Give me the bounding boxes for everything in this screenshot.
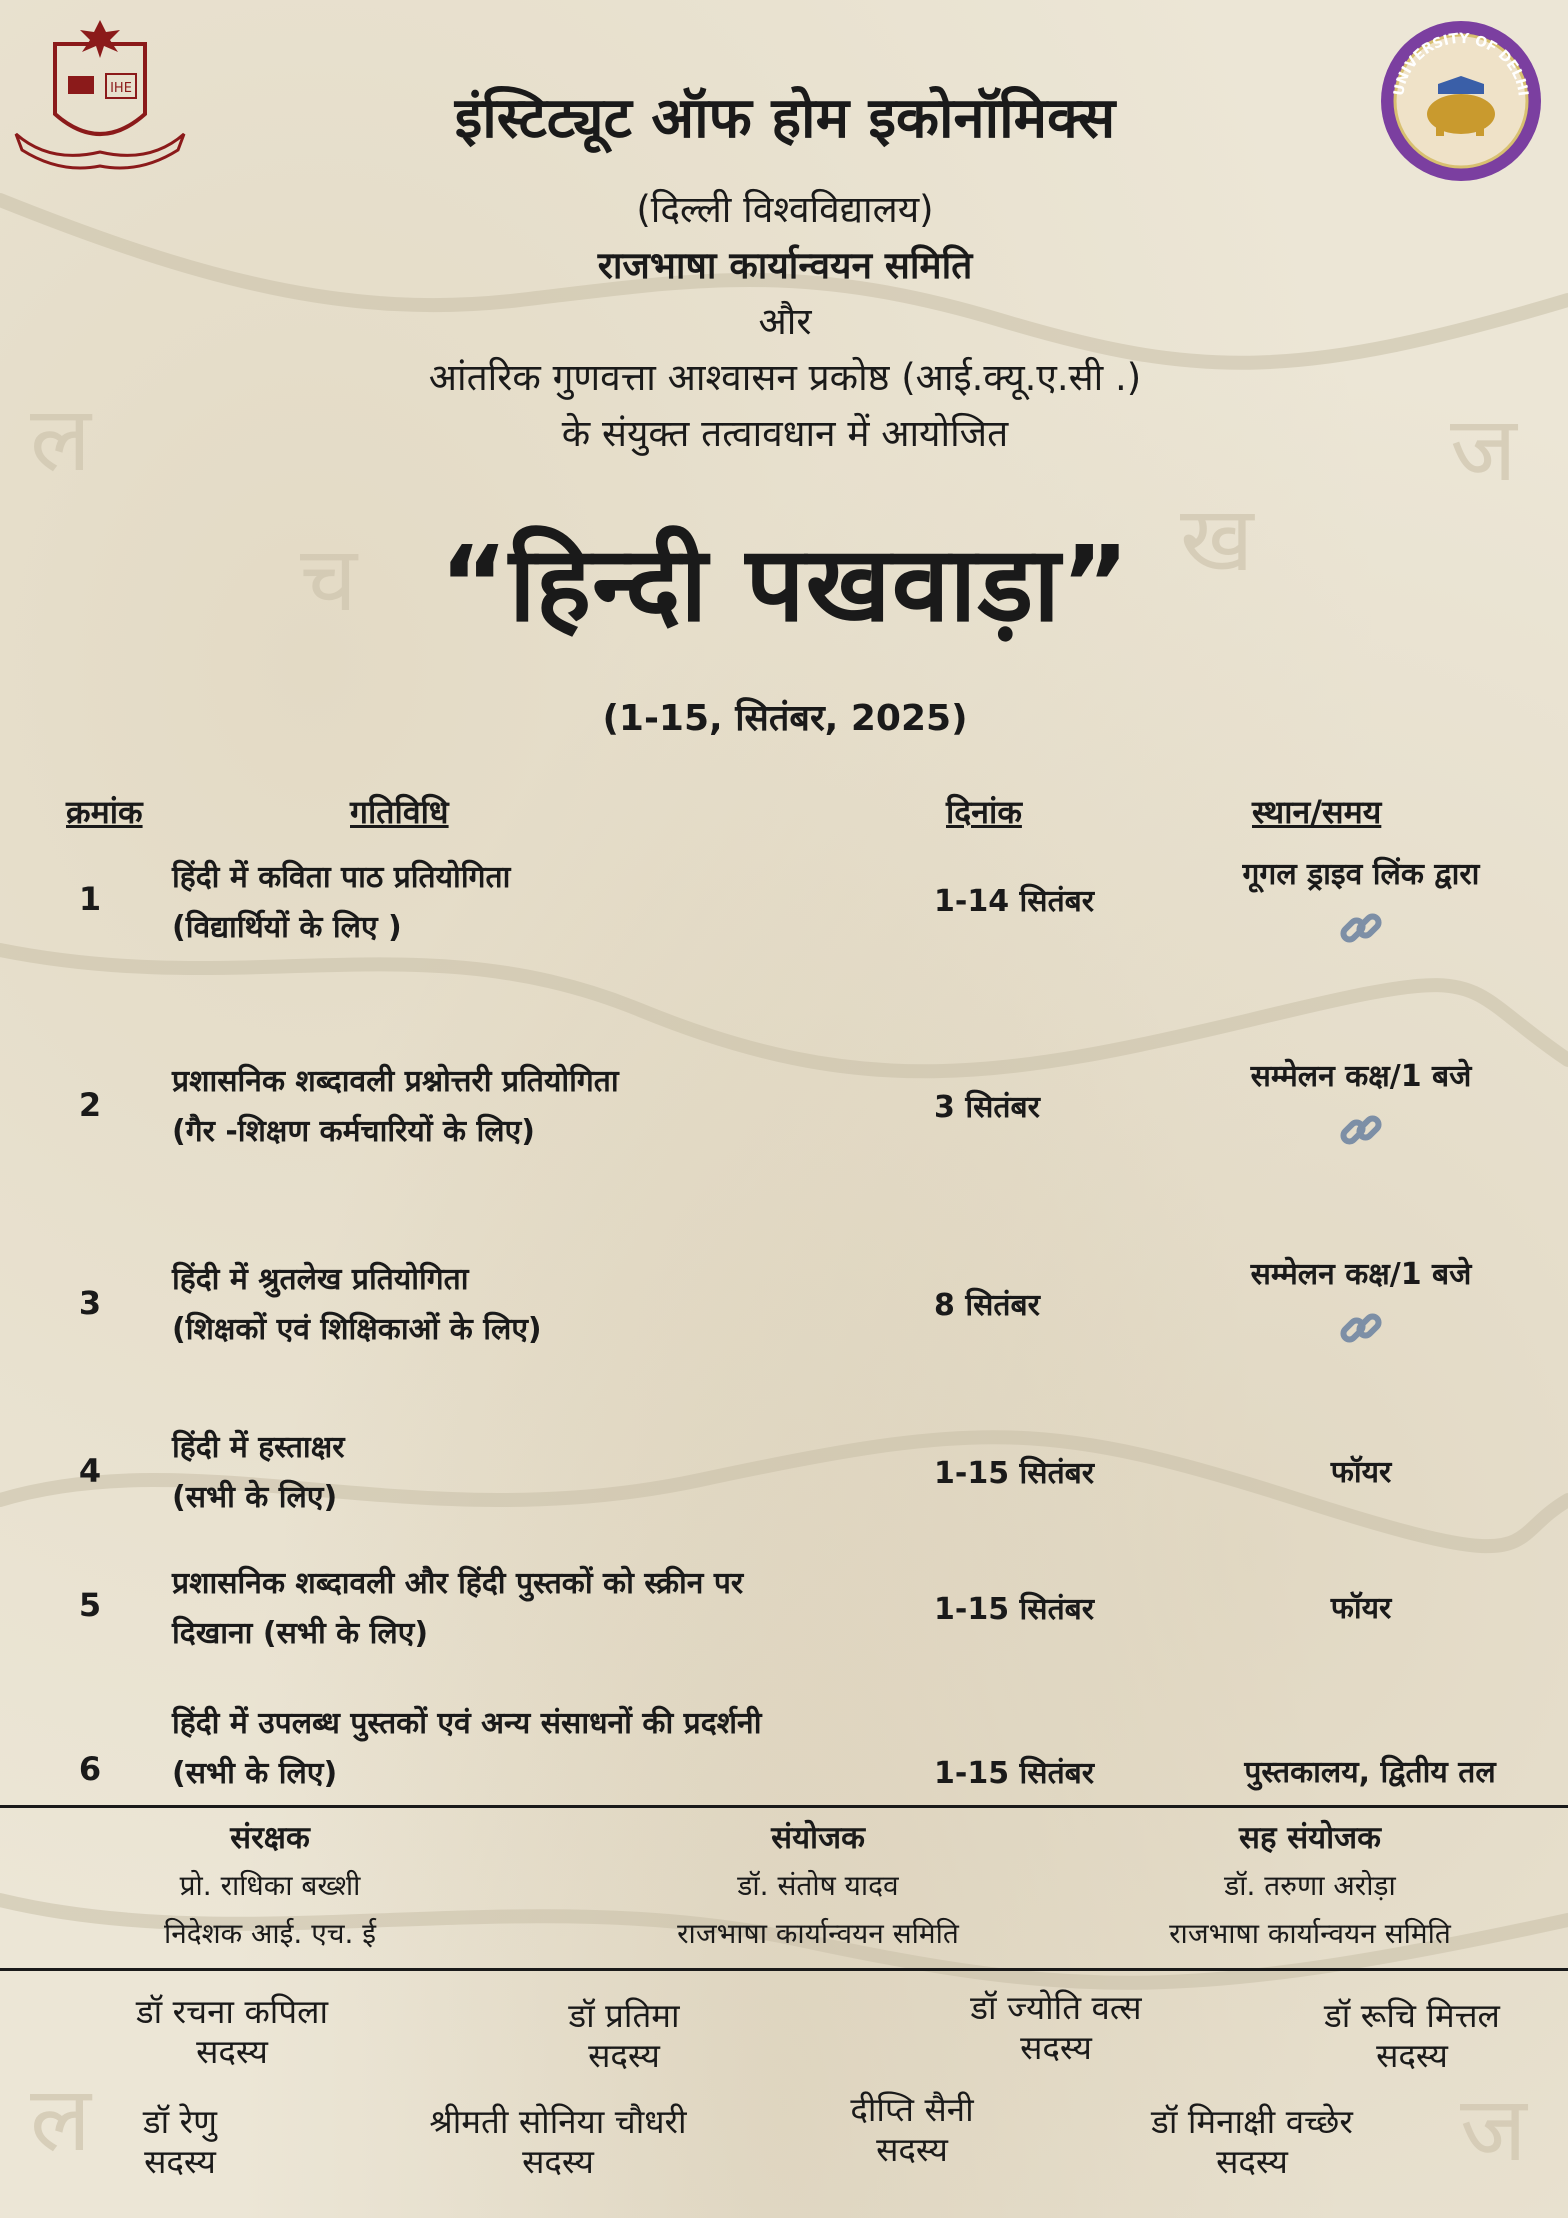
member-4-role: सदस्य	[1376, 2036, 1448, 2075]
member-4	[1232, 1996, 1568, 2076]
co-convener-role: राजभाषा कार्यान्वयन समिति	[1169, 1917, 1451, 1950]
header-serial: क्रमांक	[66, 793, 143, 831]
row-6-venue: पुस्तकालय, द्वितीय तल	[1244, 1755, 1496, 1790]
member-3-role: सदस्य	[1020, 2028, 1092, 2067]
member-6	[378, 2102, 738, 2182]
member-4-name: डॉ रूचि मित्तल	[1324, 1996, 1500, 2035]
row-6-serial: 6	[78, 1750, 102, 1788]
row-3-serial: 3	[78, 1284, 102, 1322]
row-2-link-icon[interactable]	[1336, 1106, 1386, 1156]
row-5-activity-line1: प्रशासनिक शब्दावली और हिंदी पुस्तकों को स्क्रीन पर	[172, 1566, 744, 1601]
row-1-activity-line1: हिंदी में कविता पाठ प्रतियोगिता	[172, 860, 511, 895]
row-4-venue: फॉयर	[1330, 1455, 1392, 1490]
row-3-date: 8 सितंबर	[934, 1288, 1040, 1323]
header-venue: स्थान/समय	[1252, 793, 1382, 831]
member-6-role: सदस्य	[522, 2142, 594, 2181]
institute-name: इंस्टिट्यूट ऑफ होम इकोनॉमिक्स	[454, 86, 1116, 151]
member-1	[52, 1992, 412, 2072]
row-4-activity-line1: हिंदी में हस्ताक्षर	[172, 1430, 345, 1465]
row-2-serial: 2	[78, 1086, 102, 1124]
row-1-link-icon[interactable]	[1336, 904, 1386, 954]
row-2-venue: सम्मेलन कक्ष/1 बजे	[1250, 1059, 1472, 1094]
row-4-serial: 4	[78, 1452, 102, 1490]
svg-text:ज: ज	[1450, 397, 1517, 502]
member-7-role: सदस्य	[876, 2130, 948, 2169]
divider-bottom	[0, 1968, 1568, 1971]
row-4-date: 1-15 सितंबर	[934, 1456, 1095, 1491]
svg-text:ज: ज	[1460, 2077, 1527, 2182]
member-3	[876, 1988, 1236, 2068]
ihe-logo	[10, 14, 190, 184]
joint-organised-text: के संयुक्त तत्वावधान में आयोजित	[561, 412, 1009, 455]
member-2	[444, 1996, 804, 2076]
svg-text:ल: ल	[30, 2067, 92, 2172]
divider-top	[0, 1805, 1568, 1808]
row-5-date: 1-15 सितंबर	[934, 1592, 1095, 1627]
member-2-role: सदस्य	[588, 2036, 660, 2075]
member-3-name: डॉ ज्योति वत्स	[970, 1988, 1142, 2027]
member-8-name: डॉ मिनाक्षी वच्छेर	[1151, 2102, 1353, 2141]
university-name: (दिल्ली विश्वविद्यालय)	[636, 188, 934, 231]
row-6-date: 1-15 सितंबर	[934, 1756, 1095, 1791]
row-1-date: 1-14 सितंबर	[934, 884, 1095, 919]
member-5-role: सदस्य	[144, 2142, 216, 2181]
svg-text:ख: ख	[1180, 487, 1254, 592]
iqac-name: आंतरिक गुणवत्ता आश्वासन प्रकोष्ठ (आई.क्यू.ए.सी .)	[428, 356, 1142, 399]
row-3-venue: सम्मेलन कक्ष/1 बजे	[1250, 1257, 1472, 1292]
row-3-link-icon[interactable]	[1336, 1304, 1386, 1354]
co-convener-name: डॉ. तरुणा अरोड़ा	[1224, 1869, 1396, 1902]
convener-name: डॉ. संतोष यादव	[737, 1869, 899, 1902]
patron-role: निदेशक आई. एच. ई	[163, 1917, 377, 1950]
svg-text:ल: ल	[30, 387, 92, 492]
row-2-date: 3 सितंबर	[934, 1090, 1040, 1125]
row-1-serial: 1	[78, 880, 102, 918]
row-5-activity-line2: दिखाना (सभी के लिए)	[172, 1616, 429, 1651]
row-6-activity-line1: हिंदी में उपलब्ध पुस्तकों एवं अन्य संसाधनों की प्रदर्शनी	[172, 1706, 762, 1741]
committee-name: राजभाषा कार्यान्वयन समिति	[597, 244, 973, 287]
row-1-activity-line2: (विद्यार्थियों के लिए )	[172, 910, 402, 945]
row-3-activity-line2: (शिक्षकों एवं शिक्षिकाओं के लिए)	[172, 1312, 542, 1347]
member-7-name: दीप्ति सैनी	[850, 2090, 974, 2129]
header-date: दिनांक	[946, 793, 1022, 831]
member-8-role: सदस्य	[1216, 2142, 1288, 2181]
row-3-activity-line1: हिंदी में श्रुतलेख प्रतियोगिता	[172, 1262, 469, 1297]
convener-role: राजभाषा कार्यान्वयन समिति	[677, 1917, 959, 1950]
event-title: “हिन्दी पखवाड़ा”	[439, 523, 1131, 645]
and-text: और	[758, 300, 812, 343]
logo-left-text: IHE	[110, 81, 132, 96]
header-activity: गतिविधि	[350, 793, 449, 831]
row-1-venue: गूगल ड्राइव लिंक द्वारा	[1242, 857, 1480, 892]
seal-text: UNIVERSITY OF DELHI	[1391, 30, 1531, 98]
event-dates: (1-15, सितंबर, 2025)	[602, 698, 968, 739]
member-1-role: सदस्य	[196, 2032, 268, 2071]
member-5	[0, 2102, 360, 2182]
patron-name: प्रो. राधिका बख्शी	[179, 1869, 361, 1902]
row-5-venue: फॉयर	[1330, 1591, 1392, 1626]
row-2-activity-line2: (गैर -शिक्षण कर्मचारियों के लिए)	[172, 1114, 535, 1149]
convener-title: संयोजक	[771, 1820, 865, 1856]
member-7	[732, 2090, 1092, 2170]
co-convener-title: सह संयोजक	[1239, 1820, 1381, 1856]
member-5-name: डॉ रेणु	[142, 2102, 218, 2141]
member-2-name: डॉ प्रतिमा	[568, 1996, 680, 2035]
row-2-activity-line1: प्रशासनिक शब्दावली प्रश्नोत्तरी प्रतियोगिता	[172, 1064, 619, 1099]
svg-text:च: च	[300, 527, 358, 632]
row-6-activity-line2: (सभी के लिए)	[172, 1756, 338, 1791]
member-8	[1072, 2102, 1432, 2182]
row-5-serial: 5	[78, 1586, 102, 1624]
member-1-name: डॉ रचना कपिला	[135, 1992, 329, 2031]
university-of-delhi-seal	[1378, 18, 1544, 184]
patron-title: संरक्षक	[230, 1820, 310, 1856]
row-4-activity-line2: (सभी के लिए)	[172, 1480, 338, 1515]
member-6-name: श्रीमती सोनिया चौधरी	[429, 2102, 687, 2141]
